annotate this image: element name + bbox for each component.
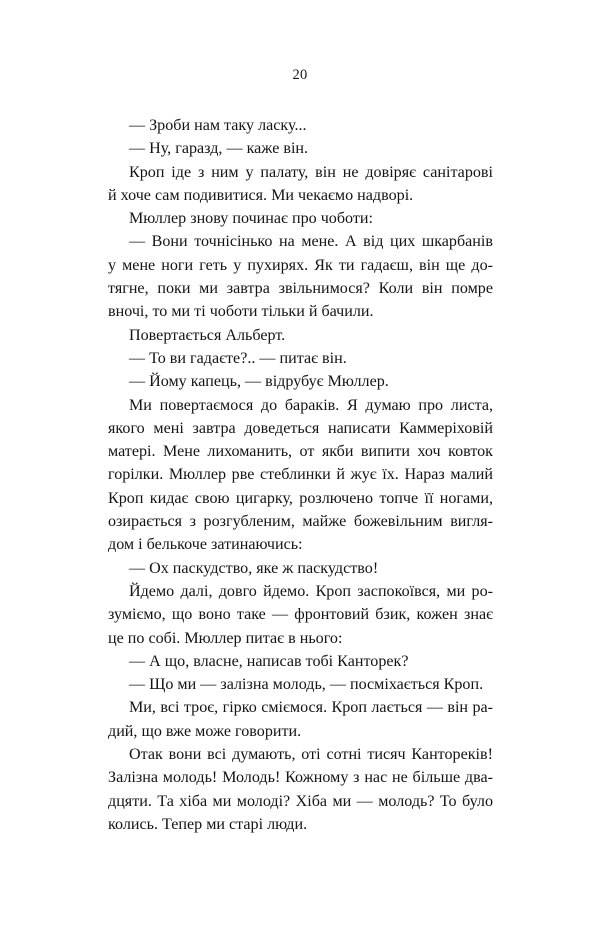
dialogue-paragraph	[108, 347, 493, 370]
text-line: Йдемо далі, довго йдемо. Кроп заспокоївся, ми ро-	[129, 582, 493, 600]
text-line: — Ох паскудство, яке ж паскудство!	[129, 559, 379, 577]
text-line: й хоче сам подивитися. Ми чекаємо надворі.	[108, 186, 414, 204]
text-line: зуміємо, що воно таке — фронтовий бзик, кожен знає	[108, 606, 493, 624]
text-line: — Зроби нам таку ласку...	[129, 117, 307, 134]
text-line: Повертається Альберт.	[129, 326, 286, 344]
text-line: горілки. Мюллер рве стеблинки й жує їх. Нараз малий	[108, 466, 493, 484]
dialogue-paragraph	[108, 557, 493, 580]
text-line: дий, що вже може говорити.	[108, 722, 302, 740]
text-line: — Йому капець, — відрубує Мюллер.	[129, 373, 389, 391]
text-line: Кроп іде з ним у палату, він не довіряє санітарові	[129, 163, 493, 181]
text-line: тягне, поки ми завтра звільнимося? Коли він помре	[108, 280, 493, 298]
text-line: Ми повертаємося до бараків. Я думаю про листа,	[129, 396, 493, 414]
text-line: колись. Тепер ми старі люди.	[108, 815, 308, 833]
text-line: Кроп кидає свою цигарку, розлючено топче її ногами,	[108, 489, 493, 507]
text-line: озирається з розгубленим, майже божевільним вигля-	[108, 513, 493, 531]
narrative-paragraph	[108, 161, 493, 208]
narrative-paragraph	[108, 696, 493, 743]
text-line: Отак вони всі думають, оті сотні тисяч Кантореків!	[129, 746, 493, 764]
text-line: Залізна молодь! Молодь! Кожному з нас не більше два-	[108, 769, 493, 787]
narrative-paragraph	[108, 324, 493, 347]
text-line: — Що ми — залізна молодь, — посміхається Кроп.	[129, 676, 484, 694]
text-line: — Вони точнісінько на мене. А від цих шкарбанів	[129, 233, 493, 251]
page-text-block	[108, 114, 493, 836]
page-number: 20	[292, 67, 308, 83]
text-line: — Ну, гаразд, — каже він.	[129, 140, 309, 158]
text-line: дцяти. Та хіба ми молоді? Хіба ми — молодь? То було	[108, 792, 493, 810]
text-line: якого мені завтра доведеться написати Каммеріховій	[108, 419, 493, 437]
text-line: — А що, власне, написав тобі Канторек?	[129, 652, 409, 670]
text-line: Ми, всі троє, гірко сміємося. Кроп лається — він ра-	[129, 699, 493, 717]
text-line: матері. Мене лихоманить, от якби випити хоч ковток	[108, 443, 493, 461]
text-line: це по собі. Мюллер питає в нього:	[108, 629, 343, 647]
dialogue-paragraph	[108, 673, 493, 696]
dialogue-paragraph	[108, 370, 493, 393]
dialogue-paragraph	[108, 114, 493, 137]
narrative-paragraph	[108, 394, 493, 557]
narrative-paragraph	[108, 207, 493, 230]
dialogue-paragraph	[108, 650, 493, 673]
text-line: у мене ноги геть у пухирях. Як ти гадаєш, він ще до-	[108, 256, 493, 274]
narrative-paragraph	[108, 580, 493, 650]
text-line: Мюллер знову починає про чоботи:	[129, 210, 373, 228]
narrative-paragraph	[108, 743, 493, 836]
text-line: вночі, то ми ті чоботи тільки й бачили.	[108, 303, 374, 321]
text-line: — То ви гадаєте?.. — питає він.	[129, 349, 347, 367]
text-line: дом і белькоче затинаючись:	[108, 536, 303, 554]
dialogue-paragraph	[108, 137, 493, 160]
dialogue-paragraph	[108, 230, 493, 323]
